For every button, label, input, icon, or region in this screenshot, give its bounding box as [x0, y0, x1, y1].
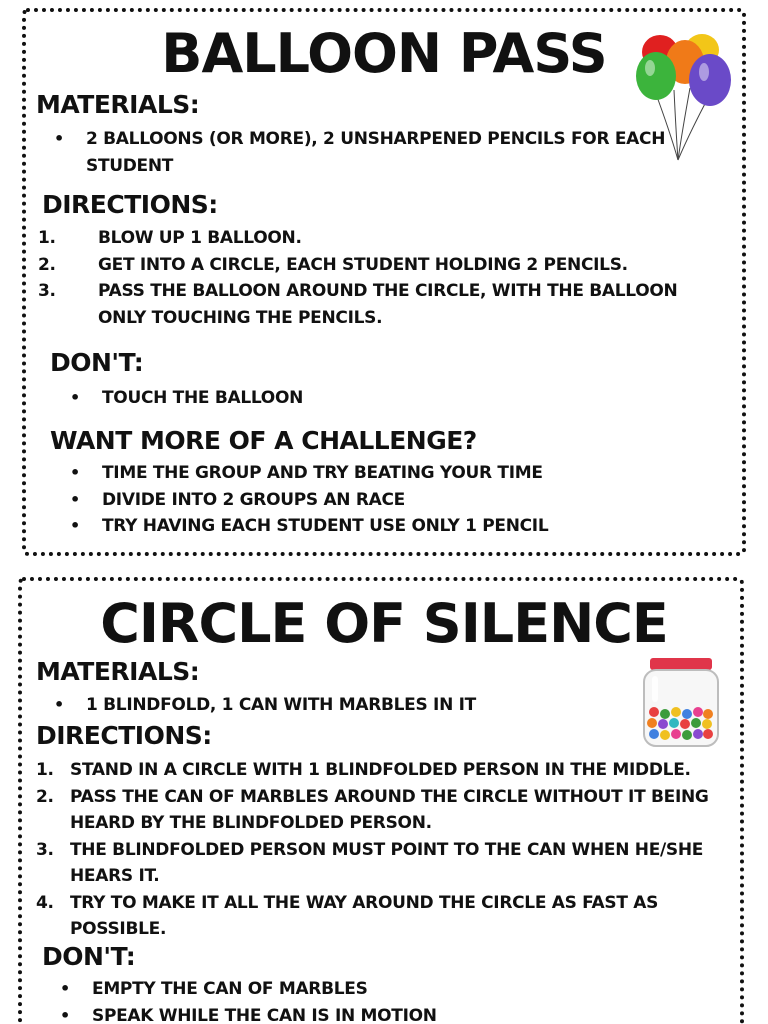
challenge-list — [56, 460, 676, 540]
step-text: PASS THE BALLOON AROUND THE CIRCLE, WITH THE BALLOON ONLY TOUCHING THE PENCILS. — [98, 281, 678, 328]
circle-of-silence-title: CIRCLE OF SILENCE — [100, 592, 668, 655]
list-item — [38, 252, 708, 279]
marble-jar-icon — [640, 656, 722, 748]
step-number: 2. — [36, 786, 54, 807]
step-number: 3. — [38, 281, 56, 301]
list-item — [38, 225, 708, 252]
directions-list — [38, 225, 708, 331]
list-item: • TRY HAVING EACH STUDENT USE ONLY 1 PENCIL — [56, 513, 676, 540]
step-text: GET INTO A CIRCLE, EACH STUDENT HOLDING 2 PENCILS. — [98, 254, 628, 275]
step-number: 4. — [36, 892, 54, 913]
step-number: 1. — [38, 228, 56, 248]
list-item — [36, 757, 726, 784]
step-text: STAND IN A CIRCLE WITH 1 BLINDFOLDED PERSON IN THE MIDDLE. — [70, 760, 691, 780]
dont-header: DON'T: — [42, 942, 136, 971]
list-item — [36, 890, 726, 943]
list-item: • TIME THE GROUP AND TRY BEATING YOUR TIME — [56, 460, 676, 487]
dont-header: DON'T: — [50, 348, 144, 377]
step-text: BLOW UP 1 BALLOON. — [98, 228, 302, 248]
list-item: • TOUCH THE BALLOON — [56, 385, 676, 412]
step-number: 3. — [36, 839, 54, 860]
directions-header: DIRECTIONS: — [42, 190, 218, 219]
balloon-pass-title: BALLOON PASS — [161, 22, 607, 85]
materials-list — [40, 126, 680, 179]
dont-list — [56, 385, 676, 412]
directions-list — [36, 757, 726, 943]
challenge-header: WANT MORE OF A CHALLENGE? — [50, 426, 477, 455]
list-item: • 2 BALLOONS (OR MORE), 2 UNSHARPENED PENCILS FOR EACH STUDENT — [40, 126, 680, 179]
directions-header: DIRECTIONS: — [36, 721, 212, 750]
list-item: • DIVIDE INTO 2 GROUPS AN RACE — [56, 487, 676, 514]
dont-list — [46, 976, 646, 1024]
list-item: • EMPTY THE CAN OF MARBLES — [46, 976, 646, 1003]
materials-list — [40, 692, 640, 719]
list-item — [36, 837, 726, 890]
list-item — [38, 278, 708, 331]
list-item: • 1 BLINDFOLD, 1 CAN WITH MARBLES IN IT — [40, 692, 640, 719]
step-text: THE BLINDFOLDED PERSON MUST POINT TO THE CAN WHEN HE/SHE HEARS IT. — [70, 839, 704, 886]
step-text: TRY TO MAKE IT ALL THE WAY AROUND THE CIRCLE AS FAST AS POSSIBLE. — [70, 892, 659, 939]
materials-header: MATERIALS: — [36, 657, 200, 686]
step-number: 1. — [36, 760, 54, 780]
materials-header: MATERIALS: — [36, 90, 200, 119]
list-item — [36, 784, 726, 837]
list-item: • SPEAK WHILE THE CAN IS IN MOTION — [46, 1003, 646, 1024]
step-number: 2. — [38, 254, 56, 275]
step-text: PASS THE CAN OF MARBLES AROUND THE CIRCLE WITHOUT IT BEING HEARD BY THE BLINDFOLDED PERSON. — [70, 786, 709, 833]
